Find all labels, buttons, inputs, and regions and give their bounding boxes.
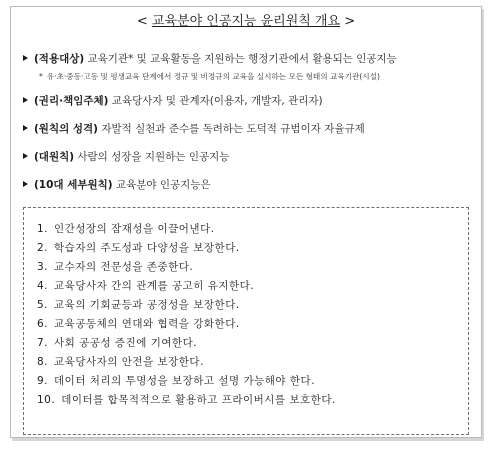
bullet-item-scope	[23, 51, 473, 67]
principle-number: 2.	[37, 242, 49, 254]
bullet-item-main-principle	[23, 149, 473, 165]
bullet-text: 교육기관* 및 교육활동을 지원하는 행정기관에서 활용되는 인공지능	[87, 53, 397, 65]
arrow-bullet-icon	[23, 125, 28, 131]
footnote-text: 유·초·중등·고등 및 평생교육 단계에서 정규 및 비정규의 교육을 실시하는 모든 형태의 교육기관(시설)	[46, 72, 380, 81]
principle-item	[37, 391, 336, 410]
summary-box	[10, 6, 482, 438]
arrow-bullet-icon	[23, 97, 28, 103]
title-right-bracket: >	[344, 14, 356, 29]
principle-number: 9.	[37, 375, 49, 387]
bullet-key: (적용대상)	[34, 53, 85, 65]
title-left-bracket: <	[136, 14, 148, 29]
principle-text: 데이터를 합목적적으로 활용하고 프라이버시를 보호한다.	[61, 394, 336, 406]
bullet-key: (대원칙)	[34, 151, 75, 163]
principles-list	[37, 220, 336, 410]
principle-item	[37, 315, 336, 334]
bullet-item-detailed-principles	[23, 177, 473, 193]
footnote	[39, 71, 380, 83]
principle-item	[37, 277, 336, 296]
principle-text: 사회 공공성 증진에 기여한다.	[54, 337, 198, 349]
page-title	[21, 12, 471, 32]
principle-item	[37, 353, 336, 372]
bullet-text: 자발적 실천과 준수를 독려하는 도덕적 규범이자 자율규제	[101, 123, 365, 135]
principle-number: 1.	[37, 223, 49, 235]
title-text: 교육분야 인공지능 윤리원칙 개요	[151, 14, 341, 29]
bullet-text: 사람의 성장을 지원하는 인공지능	[77, 151, 230, 163]
bullet-key: (권리·책임주체)	[34, 95, 109, 107]
bullet-item-subjects	[23, 93, 473, 109]
principle-text: 인간성장의 잠재성을 이끌어낸다.	[54, 223, 215, 235]
principle-text: 교육의 기회균등과 공정성을 보장한다.	[54, 299, 240, 311]
principle-text: 교육당사자 간의 관계를 공고히 유지한다.	[54, 280, 255, 292]
bullet-key: (원칙의 성격)	[34, 123, 98, 135]
principle-item	[37, 220, 336, 239]
principle-item	[37, 258, 336, 277]
arrow-bullet-icon	[23, 153, 28, 159]
principle-text: 교육당사자의 안전을 보장한다.	[54, 356, 204, 368]
principle-number: 5.	[37, 299, 49, 311]
principle-number: 10.	[37, 394, 56, 406]
principle-number: 7.	[37, 337, 49, 349]
arrow-bullet-icon	[23, 55, 28, 61]
arrow-bullet-icon	[23, 181, 28, 187]
principle-text: 교수자의 전문성을 존중한다.	[54, 261, 194, 273]
principles-box	[23, 207, 469, 435]
principle-item	[37, 334, 336, 353]
footnote-marker: *	[39, 72, 43, 81]
bullet-text: 교육당사자 및 관계자(이용자, 개발자, 관리자)	[111, 95, 323, 107]
bullet-item-nature	[23, 121, 473, 137]
bullet-text: 교육분야 인공지능은	[115, 179, 211, 191]
principle-text: 데이터 처리의 투명성을 보장하고 설명 가능해야 한다.	[54, 375, 316, 387]
principle-item	[37, 239, 336, 258]
principle-number: 8.	[37, 356, 49, 368]
principle-number: 3.	[37, 261, 49, 273]
bullet-key: (10대 세부원칙)	[34, 179, 113, 191]
principle-item	[37, 372, 336, 391]
principle-item	[37, 296, 336, 315]
principle-number: 6.	[37, 318, 49, 330]
principle-number: 4.	[37, 280, 49, 292]
principle-text: 교육공동체의 연대와 협력을 강화한다.	[54, 318, 240, 330]
principle-text: 학습자의 주도성과 다양성을 보장한다.	[54, 242, 240, 254]
